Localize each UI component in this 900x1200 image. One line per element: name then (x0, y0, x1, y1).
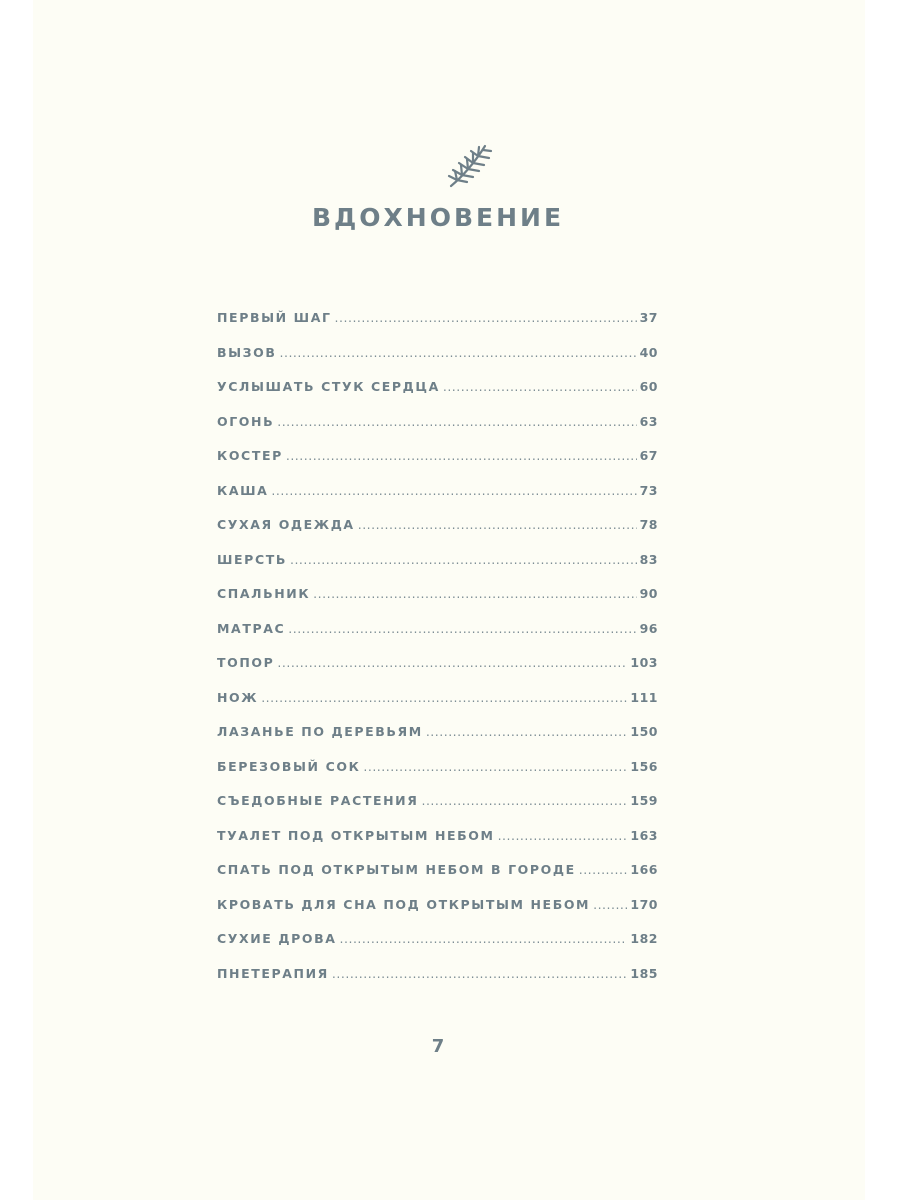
toc-entry-title: КОСТЕР (217, 448, 283, 463)
toc-entry-title: СПАТЬ ПОД ОТКРЫТЫМ НЕБОМ В ГОРОДЕ (217, 862, 576, 877)
toc-entry (217, 793, 658, 828)
toc-entry (217, 483, 658, 518)
toc-dot-leader (288, 621, 636, 636)
toc-entry-title: НОЖ (217, 689, 259, 705)
toc-dot-leader (271, 483, 636, 498)
toc-entry-page: 182 (630, 931, 658, 946)
toc-dot-leader (498, 828, 628, 843)
toc-entry (217, 310, 658, 345)
toc-entry-title: УСЛЫШАТЬ СТУК СЕРДЦА (217, 379, 440, 394)
toc-dot-leader (421, 793, 627, 808)
toc-entry-page: 73 (639, 482, 658, 498)
toc-entry-title: МАТРАС (217, 620, 286, 636)
toc-entry-page: 83 (639, 551, 658, 567)
toc-entry (217, 517, 658, 552)
toc-entry-page: 103 (630, 655, 658, 670)
section-title: ВДОХНОВЕНИЕ (311, 203, 565, 232)
toc-dot-leader (290, 552, 637, 567)
toc-entry-page: 166 (630, 862, 658, 877)
toc-entry-page: 60 (639, 379, 658, 394)
toc-entry-page: 78 (639, 517, 658, 532)
toc-dot-leader (277, 414, 636, 429)
toc-dot-leader (426, 724, 628, 739)
toc-dot-leader (358, 517, 637, 532)
toc-entry-title: СУХАЯ ОДЕЖДА (217, 517, 355, 532)
toc-dot-leader (277, 655, 627, 670)
toc-entry-title: ПЕРВЫЙ ШАГ (217, 310, 332, 325)
toc-entry (217, 759, 658, 794)
toc-entry (217, 414, 658, 449)
toc-entry-page: 159 (630, 793, 658, 808)
toc-entry-title: ЛАЗАНЬЕ ПО ДЕРЕВЬЯМ (217, 724, 423, 739)
toc-dot-leader (363, 759, 627, 774)
toc-entry-page: 185 (630, 965, 658, 981)
toc-entry (217, 345, 658, 380)
toc-entry-title: ВЫЗОВ (217, 344, 277, 360)
toc-entry (217, 621, 658, 656)
toc-entry (217, 448, 658, 483)
toc-dot-leader (443, 379, 637, 394)
toc-entry (217, 655, 658, 690)
toc-entry (217, 724, 658, 759)
toc-entry (217, 552, 658, 587)
toc-entry-page: 90 (639, 586, 658, 601)
toc-entry-title: БЕРЕЗОВЫЙ СОК (217, 758, 361, 774)
toc-entry-title: СПАЛЬНИК (217, 586, 311, 601)
toc-entry-title: КРОВАТЬ ДЛЯ СНА ПОД ОТКРЫТЫМ НЕБОМ (217, 896, 591, 912)
toc-entry-page: 170 (630, 896, 658, 912)
toc-entry (217, 690, 658, 725)
toc-entry (217, 862, 658, 897)
page-number: 7 (431, 1036, 445, 1057)
toc-entry-page: 63 (639, 413, 658, 429)
toc-dot-leader (335, 310, 637, 325)
toc-entry-page: 150 (630, 724, 658, 739)
toc-dot-leader (340, 931, 628, 946)
toc-entry (217, 586, 658, 621)
toc-entry (217, 897, 658, 932)
pine-branch-icon (445, 140, 497, 190)
toc-dot-leader (593, 897, 627, 912)
toc-dot-leader (286, 448, 637, 463)
table-of-contents (217, 310, 658, 1000)
toc-dot-leader (261, 690, 627, 705)
toc-entry-title: СУХИЕ ДРОВА (217, 931, 337, 946)
toc-entry-title: ОГОНЬ (217, 413, 275, 429)
toc-entry-page: 37 (639, 310, 658, 325)
toc-entry-page: 156 (630, 758, 658, 774)
toc-entry-title: ШЕРСТЬ (217, 551, 287, 567)
toc-entry (217, 379, 658, 414)
toc-entry-page: 111 (630, 689, 658, 705)
toc-dot-leader (579, 862, 628, 877)
toc-entry-page: 96 (639, 620, 658, 636)
toc-entry (217, 966, 658, 1001)
toc-entry-page: 163 (630, 827, 658, 843)
toc-entry (217, 828, 658, 863)
toc-entry-title: ПНЕТЕРАПИЯ (217, 965, 329, 981)
toc-dot-leader (332, 966, 627, 981)
toc-entry-title: КАША (217, 482, 269, 498)
toc-entry-title: СЪЕДОБНЫЕ РАСТЕНИЯ (217, 793, 419, 808)
toc-entry-page: 40 (639, 344, 658, 360)
toc-entry-page: 67 (639, 448, 658, 463)
toc-entry-title: ТОПОР (217, 655, 275, 670)
toc-entry-title: ТУАЛЕТ ПОД ОТКРЫТЫМ НЕБОМ (217, 827, 495, 843)
toc-dot-leader (280, 345, 637, 360)
toc-entry (217, 931, 658, 966)
toc-dot-leader (313, 586, 636, 601)
